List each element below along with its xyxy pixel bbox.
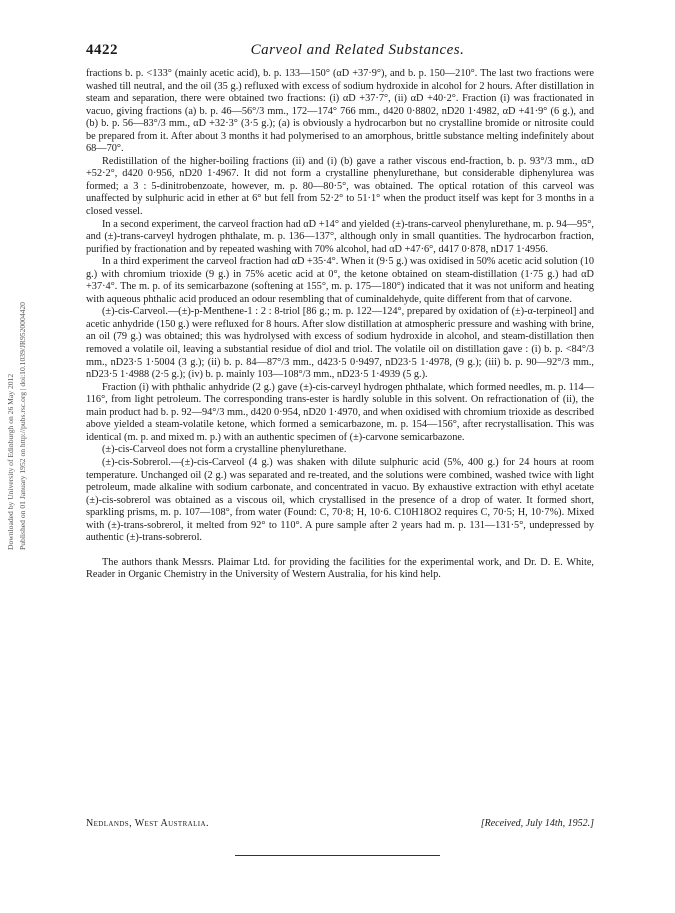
running-title: Carveol and Related Substances. — [250, 42, 465, 58]
paragraph: (±)-cis-Carveol.—(±)-p-Menthene-1 : 2 : 8-triol [86 g.; m. p. 122—124°, prepared by oxidation of (±)-α-terpineol] and acetic anhydride (150 g.) were refluxed for 8 hours. After slow distillation at atmospheric pressure and washing with brine, an oil (79 g.) was obtained; this was hydrolysed with excess of sodium hydroxide in alcohol, and steam-distillation then removed a volatile oil, leaving a substantial residue of diol and triol. The volatile oil on distillation gave : (i) b. p. <84°/3 mm., nD23·5 1·5004 (3 g.); (ii) b. p. 84—87°/3 mm., d423·5 0·9497, nD23·5 1·4978, (9 g.); (iii) b. p. 90—92°/3 mm., nD23·5 1·4988 (2·5 g.); (iv) b. p. mainly 103—108°/3 mm., nD23·5 1·4939 (5 g.). — [86, 306, 594, 381]
paragraph: In a second experiment, the carveol fraction had αD +14° and yielded (±)-trans-carveol phenylurethane, m. p. 94—95°, and (±)-trans-carveyl hydrogen phthalate, m. p. 136—137°, although only in small quantities. The hydrocarbon fraction, purified by fractionation and by repeated washing with 70% alcohol, had αD +47·6°, d417 0·878, nD17 1·4956. — [86, 218, 594, 255]
paragraph: In a third experiment the carveol fraction had αD +35·4°. When it (9·5 g.) was oxidised in 50% acetic acid solution (10 g.) with chromium trioxide (9 g.) in 75% acetic acid at 0°, the ketone obtained on steam-distillation (1·75 g.) had αD +37·4°. The m. p. of its semicarbazone (softening at 155°, m. p. 175—180°) indicated that it was not uniform and heating with aqueous phthalic acid produced an odour resembling that of cuminaldehyde, quite different from that of carvone. — [86, 256, 594, 305]
paragraph: (±)-cis-Carveol does not form a crystalline phenylurethane. — [102, 444, 347, 456]
paragraph: fractions b. p. <133° (mainly acetic acid), b. p. 133—150° (αD +37·9°), and b. p. 150—210°. The last two fractions were washed till neutral, and the oil (35 g.) refluxed with excess of sodium hydroxide in alcohol for 2 hours. After distillation in steam and separation, there were obtained two fractions: (i) αD +37·7°, (ii) αD +40·2°. Fraction (i) was fractionated in vacuo, giving fractions (a) b. p. 46—56°/3 mm., 172—174° 766 mm., d420 0·8802, nD20 1·4982, αD +41·9° (6 g.), and (b) b. p. 56—83°/3 mm., αD +32·3° (3·5 g.); (a) is obviously a hydrocarbon but no crystalline bromide or nitrosite could be prepared from it. After about 3 months it had polymerised to an amorphous, brittle substance melting indefinitely about 68—70°. — [86, 68, 594, 155]
page-number: 4422 — [86, 42, 118, 58]
author-address: Nedlands, West Australia. — [86, 818, 209, 829]
end-rule — [235, 855, 440, 856]
received-date: [Received, July 14th, 1952.] — [480, 818, 594, 829]
article-footer — [86, 818, 594, 829]
paragraph: Redistillation of the higher-boiling fractions (ii) and (i) (b) gave a rather viscous end-fraction, b. p. 93°/3 mm., αD +52·2°, d420 0·956, nD20 1·4967. It did not form a crystalline phenylurethane, but considerable diphenylurea was formed; a 3 : 5-dinitrobenzoate, however, m. p. 80—80·5°, was obtained. The optical rotation of this carveol was unaffected by sulphuric acid in ether at 6° but fell from 52·2° to 51·1° when the product itself was kept for 3 months in a closed vessel. — [86, 155, 594, 218]
publication-stamp-line: Published on 01 January 1952 on http://pubs.rsc.org | doi:10.1039/JR9520004420 — [18, 302, 27, 550]
acknowledgement: The authors thank Messrs. Plaimar Ltd. for providing the facilities for the experimental work, and Dr. D. E. White, Reader in Organic Chemistry in the University of Western Australia, for his kind help. — [86, 556, 594, 581]
download-stamp-line: Downloaded by University of Edinburgh on 26 May 2012 — [6, 373, 15, 550]
article-body — [86, 68, 594, 582]
paragraph: (±)-cis-Sobrerol.—(±)-cis-Carveol (4 g.) was shaken with dilute sulphuric acid (5%, 400 g.) for 24 hours at room temperature. Unchanged oil (2 g.) was separated and re-treated, and the solutions were combined, washed twice with light petroleum, made alkaline with sodium carbonate, and concentrated in vacuo. By exhaustive extraction with ethyl acetate (±)-cis-sobrerol was obtained as a viscous oil, which crystallised in the presence of a drop of water. It formed short, sparkling prisms, m. p. 107—108°, from water (Found: C, 70·8; H, 10·6. C10H18O2 requires C, 70·5; H, 10·7%). Mixed with (±)-trans-sobrerol, it melted from 92° to 110°. A pure sample after 2 years had m. p. 131—131·5°, undepressed by authentic (±)-trans-sobrerol. — [86, 456, 594, 544]
download-stamp — [0, 170, 40, 570]
paragraph: Fraction (i) with phthalic anhydride (2 g.) gave (±)-cis-carveyl hydrogen phthalate, which formed needles, m. p. 114—116°, from light petroleum. The corresponding trans-ester is hardly soluble in this solvent. On refractionation of (ii), the main product had b. p. 92—94°/3 mm., d420 0·954, nD20 1·4970, and when oxidised with chromium trioxide as described above yielded a steam-volatile ketone, which formed a semicarbazone, m. p. 154—156°, after recrystallisation. This was identical (m. p. and mixed m. p.) with an authentic specimen of (±)-carvone semicarbazone. — [86, 381, 594, 443]
